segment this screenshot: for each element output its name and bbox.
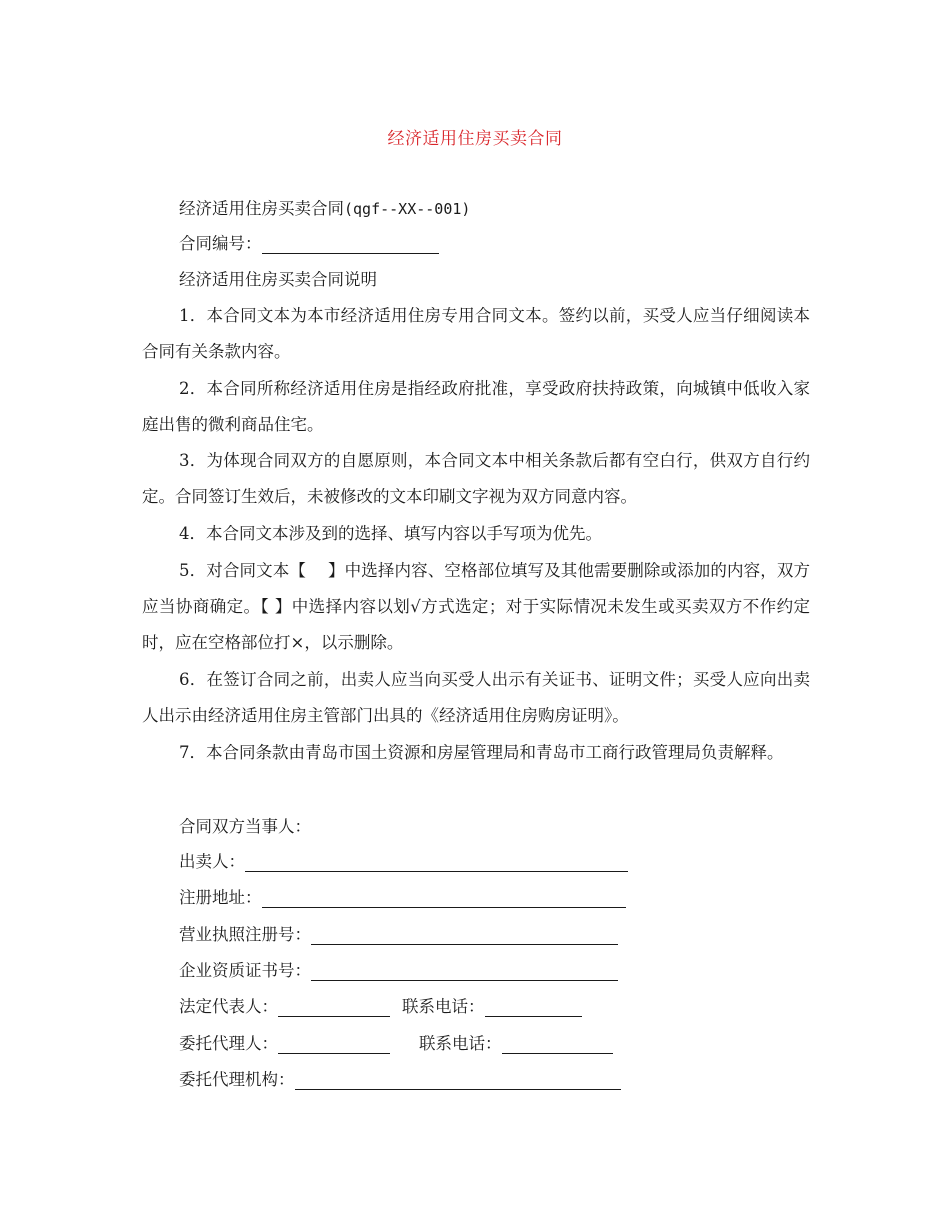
phone1-label: 联系电话： (402, 997, 485, 1016)
contract-number-row (179, 232, 439, 256)
reg-address-label: 注册地址： (179, 888, 262, 907)
agent-field[interactable] (278, 1035, 390, 1054)
license-row (179, 923, 618, 947)
document-title: 经济适用住房买卖合同 (387, 129, 563, 149)
explanation-heading: 经济适用住房买卖合同说明 (179, 270, 377, 289)
agency-row (179, 1068, 621, 1092)
legal-rep-label: 法定代表人： (179, 997, 278, 1016)
paragraph-2: 2．本合同所称经济适用住房是指经政府批准，享受政府扶持政策，向城镇中低收入家庭出售的微利商品住宅。 (142, 379, 810, 435)
subtitle-text: 经济适用住房买卖合同 (179, 199, 344, 218)
paragraph-1: 1．本合同文本为本市经济适用住房专用合同文本。签约以前，买受人应当仔细阅读本合同有关条款内容。 (142, 306, 810, 362)
legal-rep-field[interactable] (278, 998, 390, 1017)
paragraph-4: 4．本合同文本涉及到的选择、填写内容以手写项为优先。 (179, 524, 602, 543)
reg-address-row (179, 886, 626, 910)
paragraph-5: 5．对合同文本【 】中选择内容、空格部位填写及其他需要删除或添加的内容，双方应当协商确定。【 】中选择内容以划√方式选定；对于实际情况未发生或买卖双方不作约定时，应在空格部位打×，以示删除。 (142, 561, 810, 653)
subtitle-code: (qgf--XX--001) (344, 200, 471, 218)
agent-label: 委托代理人： (179, 1034, 278, 1053)
license-field[interactable] (311, 926, 618, 945)
phone2-field[interactable] (502, 1035, 613, 1054)
reg-address-field[interactable] (262, 889, 626, 908)
paragraph-3: 3．为体现合同双方的自愿原则，本合同文本中相关条款后都有空白行，供双方自行约定。合同签订生效后，未被修改的文本印刷文字视为双方同意内容。 (142, 451, 810, 507)
license-label: 营业执照注册号： (179, 925, 311, 944)
phone1-field[interactable] (485, 998, 582, 1017)
legal-rep-row (179, 995, 582, 1019)
paragraph-6: 6．在签订合同之前，出卖人应当向买受人出示有关证书、证明文件；买受人应向出卖人出示由经济适用住房主管部门出具的《经济适用住房购房证明》。 (142, 670, 810, 726)
qualification-label: 企业资质证书号： (179, 961, 311, 980)
phone2-label: 联系电话： (419, 1034, 502, 1053)
contract-number-field[interactable] (262, 235, 439, 254)
agency-field[interactable] (295, 1071, 621, 1090)
agency-label: 委托代理机构： (179, 1070, 295, 1089)
qualification-row (179, 959, 618, 983)
seller-label: 出卖人： (179, 852, 245, 871)
parties-heading: 合同双方当事人： (179, 817, 311, 836)
seller-field[interactable] (245, 853, 628, 872)
agent-row (179, 1032, 613, 1056)
qualification-field[interactable] (311, 962, 618, 981)
subtitle-line (179, 197, 470, 221)
seller-row (179, 850, 628, 874)
paragraph-7: 7．本合同条款由青岛市国土资源和房屋管理局和青岛市工商行政管理局负责解释。 (179, 743, 784, 762)
contract-number-label: 合同编号： (179, 234, 262, 253)
